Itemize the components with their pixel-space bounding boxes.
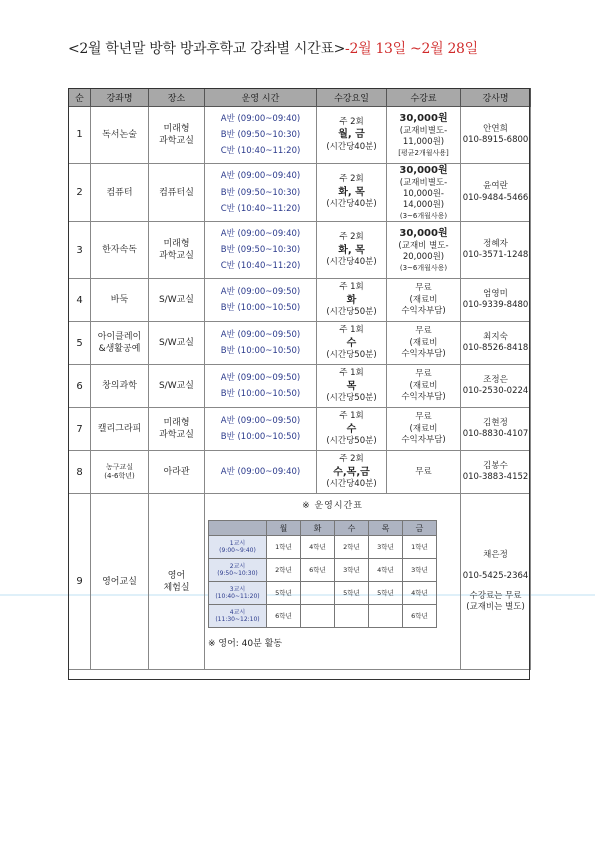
session-time: C반 (10:40~11:20)	[220, 261, 301, 272]
class-days-value: 화	[346, 294, 357, 306]
fee-line: (3~6개월사용)	[399, 263, 448, 272]
row-number: 6	[69, 365, 91, 408]
ops-cell: 5학년	[369, 582, 403, 605]
teacher-phone: 010-8526-8418	[462, 343, 529, 354]
ops-cell: 4학년	[403, 582, 437, 605]
ops-cell: 3학년	[335, 559, 369, 582]
session-time: A반 (09:00~09:50)	[220, 373, 301, 384]
session-time: B반 (09:50~10:30)	[220, 245, 301, 256]
teacher-phone: 010-3883-4152	[462, 472, 529, 483]
table-outer-border	[68, 88, 530, 680]
row-number: 1	[69, 107, 91, 164]
row-number: 8	[69, 451, 91, 494]
fee-line: 무료	[415, 466, 432, 477]
class-days-value: 화, 목	[338, 244, 365, 256]
teacher-name: 김봉수	[483, 460, 508, 471]
ops-cell: 1학년	[267, 536, 301, 559]
row-number: 5	[69, 322, 91, 365]
class-days-text: (시간당50분)	[326, 307, 377, 318]
fee-line: 무료	[415, 326, 432, 337]
teacher-phone: 010-9339-8480	[462, 300, 529, 311]
fee-line: 무료	[415, 412, 432, 423]
fee-note: (교재비는 별도)	[466, 602, 525, 613]
place-text: S/W교실	[158, 338, 195, 349]
row-number: 9	[69, 494, 91, 670]
fee-line: 수익자부담)	[401, 306, 446, 317]
class-days-value: 수	[346, 423, 357, 435]
ops-cell: 3학년	[403, 559, 437, 582]
class-days-value: 화, 목	[338, 186, 365, 198]
ops-cell: 2학년	[267, 559, 301, 582]
session-time: A반 (09:00~09:40)	[220, 113, 301, 124]
class-days-text: 주 1회	[339, 325, 364, 336]
fee-note: 수강료는 무료	[469, 590, 522, 601]
header-fee: 수강료	[387, 89, 461, 107]
ops-cell: 3학년	[369, 536, 403, 559]
teacher-name: 김현정	[483, 417, 508, 428]
teacher-name: 채은정	[483, 549, 508, 560]
course-name-text: 바둑	[110, 295, 129, 306]
fee-line: [평균2개월사용]	[398, 148, 449, 157]
ops-day-header: 목	[369, 521, 403, 536]
session-time: A반 (09:00~09:50)	[220, 330, 301, 341]
teacher-phone: 010-5425-2364	[462, 571, 529, 582]
session-time: C반 (10:40~11:20)	[220, 146, 301, 157]
teacher-phone: 010-8830-4107	[462, 429, 529, 440]
class-days-text: (시간당40분)	[326, 141, 377, 152]
class-days-text: 주 2회	[339, 116, 364, 127]
ops-cell: 6학년	[403, 605, 437, 628]
fee-line: (교재비별도-	[399, 177, 448, 188]
course-name-text: 컴퓨터	[106, 187, 133, 198]
session-time: B반 (10:00~10:50)	[220, 432, 301, 443]
fee-line: 30,000원	[399, 228, 448, 240]
fee-line: 10,000원-	[402, 188, 445, 199]
course-name-text: 영어교실	[102, 576, 137, 587]
fee-line: 무료	[415, 283, 432, 294]
header-time: 운영 시간	[205, 89, 317, 107]
course-name-text: 창의과학	[102, 381, 137, 392]
class-days-text: 주 2회	[339, 454, 364, 465]
class-days-text: 주 2회	[339, 174, 364, 185]
ops-cell: 6학년	[301, 559, 335, 582]
fee-line: (재료비	[409, 423, 438, 434]
fee-line: 수익자부담)	[401, 349, 446, 360]
ops-cell: 1학년	[403, 536, 437, 559]
ops-day-header: 수	[335, 521, 369, 536]
ops-cell: 5학년	[267, 582, 301, 605]
place-text: 아라관	[163, 467, 190, 478]
place-text: 미래형 과학교실	[159, 123, 194, 146]
ops-cell: 5학년	[335, 582, 369, 605]
teacher-phone: 010-8915-6800	[462, 135, 529, 145]
title-dates: -2월 13일 ~2월 28일	[345, 41, 478, 57]
header-place: 장소	[149, 89, 205, 107]
english-note: ※ 영어: 40분 활동	[208, 639, 283, 650]
place-text: 컴퓨터실	[159, 187, 194, 198]
teacher-name: 조정은	[483, 374, 508, 385]
class-days-text: 주 1회	[339, 411, 364, 422]
row-number: 2	[69, 164, 91, 222]
class-days-text: (시간당40분)	[326, 199, 377, 210]
session-time: B반 (09:50~10:30)	[220, 187, 301, 198]
fee-line: (재료비	[409, 337, 438, 348]
class-days-text: 주 1회	[339, 368, 364, 379]
ops-cell: 4학년	[301, 536, 335, 559]
teacher-name: 정혜자	[483, 238, 508, 249]
class-days-text: (시간당50분)	[326, 393, 377, 404]
fee-line: 30,000원	[399, 113, 448, 125]
session-time: C반 (10:40~11:20)	[220, 203, 301, 214]
session-time: B반 (10:00~10:50)	[220, 346, 301, 357]
place-text: S/W교실	[158, 381, 195, 392]
ops-day-header: 월	[267, 521, 301, 536]
session-time: B반 (10:00~10:50)	[220, 389, 301, 400]
ops-period-label: 3교시 (10:40~11:20)	[209, 582, 267, 605]
class-days-value: 월, 금	[338, 129, 365, 141]
title-main: <2월 학년말 방학 방과후학교 강좌별 시간표>	[68, 41, 346, 57]
place-text: 미래형 과학교실	[159, 418, 194, 441]
course-name-text: 아이클레이 &생활공예	[97, 332, 142, 355]
fee-line: 30,000원	[399, 165, 448, 176]
place-text: 미래형 과학교실	[159, 239, 194, 262]
row-number: 4	[69, 279, 91, 322]
class-days-value: 수	[346, 337, 357, 349]
fee-line: 수익자부담)	[401, 435, 446, 446]
fee-line: 무료	[415, 369, 432, 380]
header-days: 수강요일	[317, 89, 387, 107]
teacher-phone: 010-3571-1248	[462, 250, 529, 261]
session-time: B반 (10:00~10:50)	[220, 303, 301, 314]
ops-period-label: 2교시 (9:50~10:30)	[209, 559, 267, 582]
ops-period-label: 4교시 (11:30~12:10)	[209, 605, 267, 628]
place-text: 영어 체험실	[163, 570, 190, 593]
fee-line: 수익자부담)	[401, 392, 446, 403]
class-days-value: 목	[346, 380, 357, 392]
fee-line: 11,000원)	[402, 137, 445, 148]
session-time: A반 (09:00~09:50)	[220, 416, 301, 427]
class-days-text: 주 1회	[339, 282, 364, 293]
fee-line: (교재비별도-	[399, 125, 448, 136]
teacher-name: 엄영미	[483, 288, 508, 299]
teacher-name: 윤여란	[483, 181, 508, 192]
teacher-name: 안연희	[483, 123, 508, 134]
course-name-text: 농구교실 (4-6학년)	[104, 462, 135, 481]
fee-line: (교재비 별도-	[398, 240, 449, 251]
session-time: B반 (09:50~10:30)	[220, 129, 301, 140]
course-name-text: 한자속독	[102, 245, 137, 256]
operation-schedule-title: ※ 운영시간표	[302, 501, 363, 512]
class-days-text: (시간당40분)	[326, 257, 377, 268]
teacher-phone: 010-2530-0224	[462, 386, 529, 397]
ops-cell: 6학년	[267, 605, 301, 628]
fee-line: (재료비	[409, 380, 438, 391]
fee-line: (재료비	[409, 294, 438, 305]
session-time: A반 (09:00~09:40)	[220, 467, 301, 478]
ops-period-label: 1교시 (9:00~9:40)	[209, 536, 267, 559]
place-text: S/W교실	[158, 295, 195, 306]
teacher-phone: 010-9484-5466	[462, 192, 529, 203]
ops-cell: 2학년	[335, 536, 369, 559]
ops-day-header: 금	[403, 521, 437, 536]
page-title	[68, 38, 538, 58]
session-time: A반 (09:00~09:40)	[220, 171, 301, 182]
fee-line: 20,000원)	[402, 252, 445, 263]
teacher-name: 최지숙	[483, 331, 508, 342]
class-days-text: (시간당40분)	[326, 479, 377, 490]
ops-day-header: 화	[301, 521, 335, 536]
class-days-text: (시간당50분)	[326, 436, 377, 447]
ops-cell: 4학년	[369, 559, 403, 582]
course-name-text: 독서논술	[102, 129, 137, 140]
session-time: A반 (09:00~09:40)	[220, 229, 301, 240]
row-number: 7	[69, 408, 91, 451]
fee-line: 14,000원)	[402, 200, 445, 211]
row-number: 3	[69, 222, 91, 279]
course-name-text: 캘리그라피	[97, 424, 142, 435]
class-days-text: (시간당50분)	[326, 350, 377, 361]
header-teacher: 강사명	[461, 89, 531, 107]
header-no: 순	[69, 89, 91, 107]
fee-line: (3~6개월사용)	[399, 211, 448, 220]
session-time: A반 (09:00~09:50)	[220, 287, 301, 298]
class-days-value: 수,목,금	[333, 466, 370, 478]
class-days-text: 주 2회	[339, 232, 364, 243]
header-course: 강좌명	[91, 89, 149, 107]
